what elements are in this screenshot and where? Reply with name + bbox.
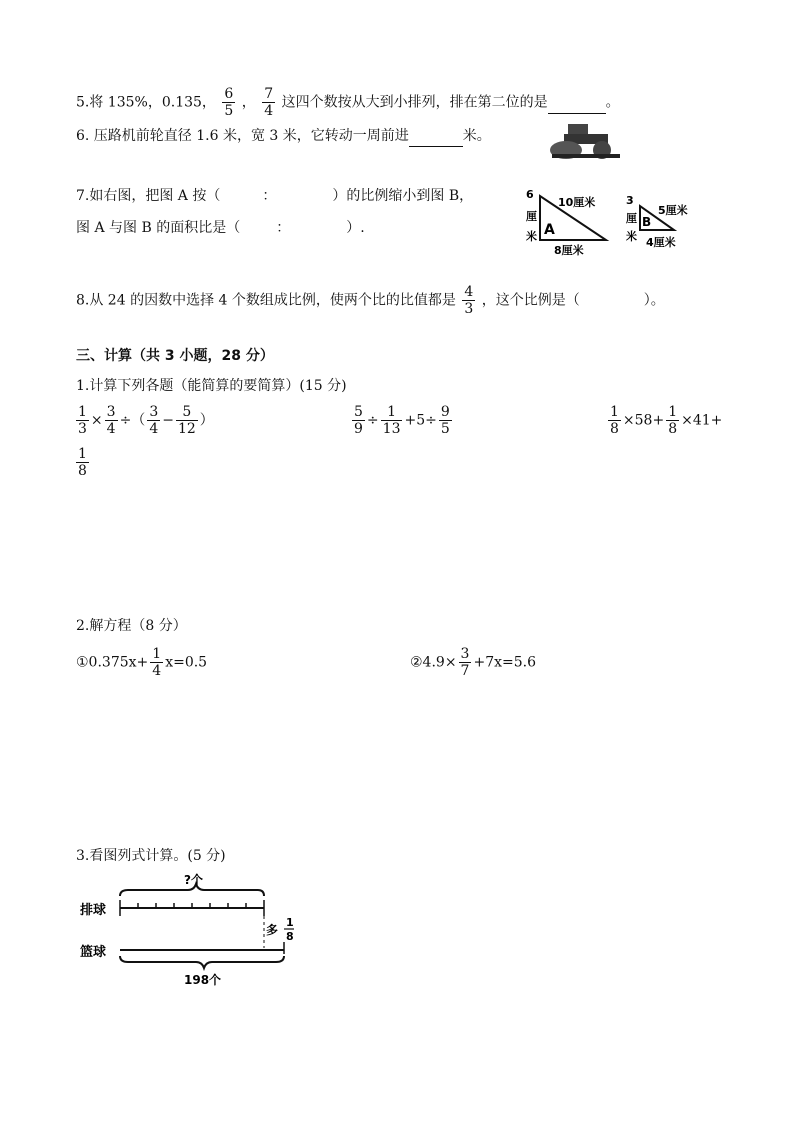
section-3-title: 三、计算（共 3 小题，28 分） — [76, 348, 274, 364]
question-5: 5.将 135%，0.135， $\frac{6}{5}$ ， $\frac{7}{4}$ 这四个数按从大到小排列，排在第二位的是 。 — [76, 86, 620, 119]
svg-text:米: 米 — [526, 230, 537, 243]
fig-b-label: B — [642, 215, 652, 229]
answer-blank[interactable] — [548, 93, 606, 114]
more-frac-numerator: 1 — [286, 916, 294, 929]
line-segment-diagram — [76, 872, 316, 992]
svg-text:米: 米 — [626, 230, 637, 243]
more-label: 多 — [266, 923, 279, 937]
triangle-b-figure — [620, 190, 700, 256]
top-label: ?个 — [184, 873, 203, 887]
fig-a-label: A — [544, 222, 555, 238]
fig-b-height: 3 — [626, 194, 634, 207]
fig-a-base: 8厘米 — [554, 244, 584, 257]
part-1-title: 1.计算下列各题（能简算的要简算）(15 分) — [76, 378, 347, 394]
row-basketball-label: 篮球 — [80, 945, 107, 960]
question-8: 8.从 24 的因数中选择 4 个数组成比例，使两个比的比值都是 $\frac{4}{3}$ ，这个比例是（ ）。 — [76, 284, 665, 317]
more-frac-denominator: 8 — [286, 930, 294, 943]
equation-2: ②4.9× $\frac{3}{7}$ +7x=5.6 — [410, 646, 536, 679]
bottom-brace — [120, 956, 284, 968]
row-volleyball-label: 排球 — [80, 903, 107, 918]
answer-blank[interactable] — [409, 126, 463, 147]
question-7-line1: 7.如右图，把图 A 按（ ： ）的比例缩小到图 B， — [76, 188, 474, 204]
fig-b-hypotenuse: 5厘米 — [658, 204, 688, 217]
fraction-7-4: $\frac{7}{4}$ — [264, 86, 274, 119]
fraction-4-3: $\frac{4}{3}$ — [464, 284, 474, 317]
fig-a-height: 6 — [526, 188, 534, 201]
part-3-title: 3.看图列式计算。(5 分) — [76, 848, 226, 864]
fig-a-hypotenuse: 10厘米 — [558, 196, 596, 209]
question-6: 6. 压路机前轮直径 1.6 米，宽 3 米，它转动一周前进 米。 — [76, 126, 491, 147]
equation-1: ①0.375x+ $\frac{1}{4}$ x=0.5 — [76, 646, 208, 679]
part-2-title: 2.解方程（8 分） — [76, 618, 187, 634]
svg-text:厘: 厘 — [626, 212, 637, 225]
expression-3-wrap: $\frac{1}{8}$ — [78, 446, 87, 479]
triangle-a-figure — [520, 184, 620, 260]
bottom-label: 198个 — [184, 973, 222, 987]
expression-3: $\frac{1}{8}$ ×58+ $\frac{1}{8}$ ×41+ — [610, 404, 723, 437]
fraction-6-5: $\frac{6}{5}$ — [224, 86, 234, 119]
road-roller-icon — [548, 120, 624, 162]
fig-b-base: 4厘米 — [646, 236, 676, 249]
expression-2: $\frac{5}{9}$ ÷ $\frac{1}{13}$ +5÷ $\frac{9}{5}$ — [354, 404, 450, 437]
expression-1: $\frac{1}{3}$ × $\frac{3}{4}$ ÷（ $\frac{3}{4}$ − $\frac{5}{12}$ ） — [78, 404, 214, 437]
svg-text:厘: 厘 — [526, 210, 537, 223]
question-7-line2: 图 A 与图 B 的面积比是（ ： ）. — [76, 220, 365, 236]
